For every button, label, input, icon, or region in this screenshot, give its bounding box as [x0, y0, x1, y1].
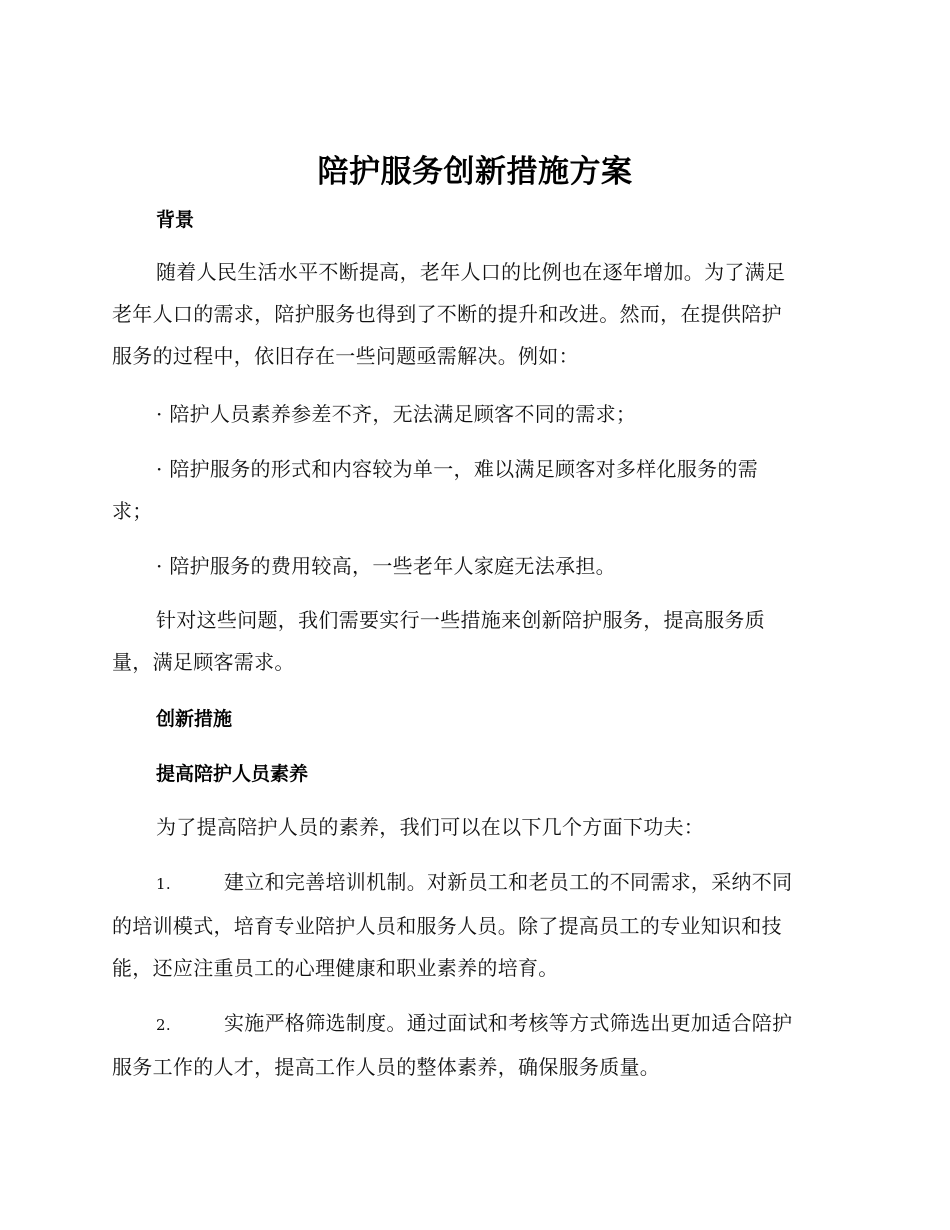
heading-background: 背景: [156, 209, 195, 231]
item-text: 实施严格筛选制度。通过面试和考核等方式筛选出更加适合陪护: [224, 1011, 793, 1035]
background-paragraph-1: [112, 251, 836, 377]
item-text: 建立和完善培训机制。对新员工和老员工的不同需求，采纳不同: [224, 870, 793, 894]
bullet-item-2: [112, 448, 836, 532]
bullet-item-1: [112, 393, 836, 435]
item-text: 能，还应注重员工的心理健康和职业素养的培育。: [112, 956, 559, 980]
document-title: 陪护服务创新措施方案: [317, 154, 633, 190]
background-paragraph-2: [112, 599, 836, 683]
item-number: 2.: [156, 1016, 171, 1034]
paragraph-line: 随着人民生活水平不断提高，老年人口的比例也在逐年增加。为了满足: [156, 260, 786, 284]
item-text: 服务工作的人才，提高工作人员的整体素养，确保服务质量。: [112, 1055, 661, 1079]
item-text: 的培训模式，培育专业陪护人员和服务人员。除了提高员工的专业知识和技: [112, 914, 782, 938]
bullet-text: · 陪护人员素养参差不齐，无法满足顾客不同的需求；: [156, 402, 637, 426]
bullet-text: 求；: [112, 499, 153, 523]
bullet-item-3: [112, 545, 836, 587]
paragraph-line: 服务的过程中，依旧存在一些问题亟需解决。例如：: [112, 344, 579, 368]
bullet-text: · 陪护服务的形式和内容较为单一，难以满足顾客对多样化服务的需: [156, 457, 759, 481]
quality-intro: [112, 806, 836, 848]
paragraph-line: 针对这些问题，我们需要实行一些措施来创新陪护服务，提高服务质: [156, 608, 765, 632]
heading-measures: 创新措施: [156, 708, 233, 730]
paragraph-line: 为了提高陪护人员的素养，我们可以在以下几个方面下功夫：: [156, 815, 705, 839]
numbered-item-2: [112, 1002, 836, 1088]
heading-quality: 提高陪护人员素养: [156, 763, 309, 785]
paragraph-line: 量，满足顾客需求。: [112, 650, 295, 674]
bullet-text: · 陪护服务的费用较高，一些老年人家庭无法承担。: [156, 554, 616, 578]
paragraph-line: 老年人口的需求，陪护服务也得到了不断的提升和改进。然而，在提供陪护: [112, 302, 782, 326]
item-number: 1.: [156, 875, 171, 893]
numbered-item-1: [112, 861, 836, 989]
